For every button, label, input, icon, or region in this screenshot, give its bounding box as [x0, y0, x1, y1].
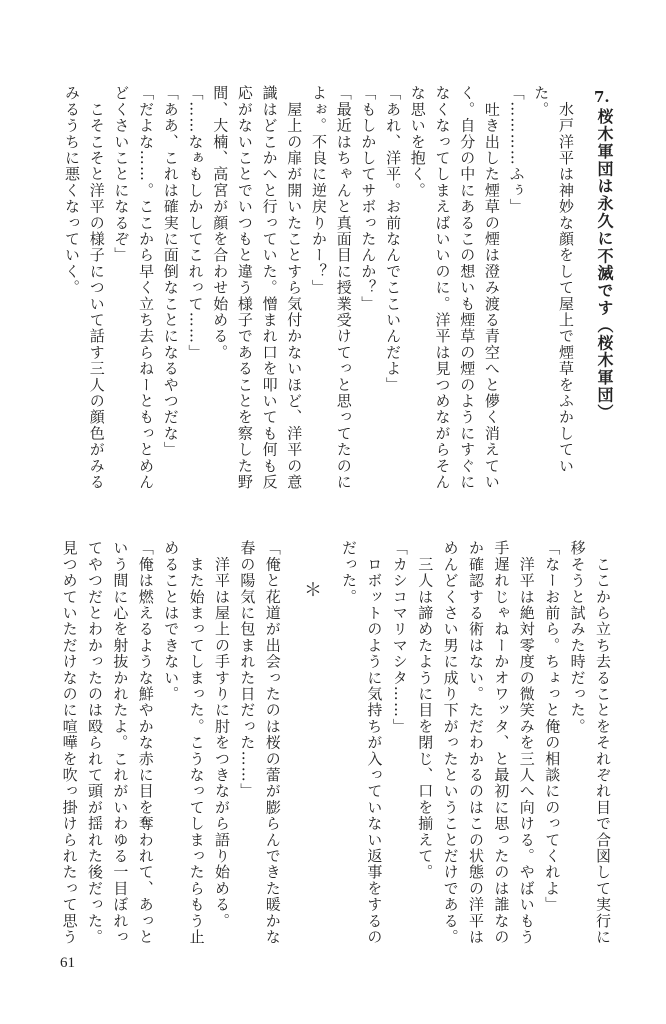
- text-column: てやつだとわかったのは殴られて頭が揺れた後だった。: [86, 540, 104, 945]
- text-column: 「なーお前ら。ちょっと俺の相談にのってくれよ」: [543, 540, 562, 913]
- text-column: 見つめていただけなのに喧嘩を吹っ掛けられたって思う: [60, 540, 79, 945]
- text-column: どくさいことになるぞ」: [112, 85, 131, 264]
- text-column: また始まってしまった。こうなってしまったらもう止: [187, 540, 206, 945]
- page-number: 61: [60, 955, 75, 971]
- text-column: 水戸洋平は神妙な顔をして屋上で煙草をふかしてい: [557, 85, 575, 474]
- text-column: 「俺と花道が出会ったのは桜の蕾が膨らんできた暖かな: [263, 540, 282, 945]
- chapter-title: 桜木軍団は永久に不滅です（桜木軍団）: [595, 108, 614, 422]
- chapter-number: 7.: [594, 88, 610, 106]
- text-column: 「俺は燃えるような鮮やかな赤に目を奪われて、あっと: [136, 540, 155, 945]
- text-column: こそこそと洋平の様子について話す三人の顔色がみる: [87, 85, 106, 490]
- text-column: ロボットのように気持ちが入っていない返事をするの: [365, 540, 384, 945]
- text-column: 応がないことでいつもと違う様子であることを察した野: [235, 85, 254, 490]
- text-column: 「ああ、これは確実に面倒なことになるやつだな」: [161, 85, 180, 458]
- text-column: た。: [532, 85, 551, 118]
- text-column: 識はどこかへと行っていた。憎まれ口を叩いても何も反: [260, 85, 279, 490]
- text-column: 手遅れじゃねーかオワッタ、と最初に思ったのは誰なの: [492, 540, 511, 945]
- text-column: 間、大楠、高宮が顔を合わせ始める。: [211, 85, 230, 361]
- text-column: 「あれ、洋平。お前なんでここいんだよ」: [384, 85, 403, 393]
- text-column: 「…………ふぅ」: [507, 85, 526, 215]
- text-column: いう間に心を射抜かれたよ。これがいわゆる一目ぼれっ: [111, 540, 130, 945]
- text-column: 「……なぁもしかしてこれって……」: [186, 85, 205, 361]
- text-column: めんどくさい男に成り下がったということだけである。: [441, 540, 460, 945]
- text-column: 吐き出した煙草の煙は澄み渡る青空へと儚く消えてい: [482, 85, 501, 490]
- text-column: 三人は諦めたように目を閉じ、口を揃えて。: [416, 540, 435, 881]
- text-column: 「もしかしてサボったんか？」: [359, 85, 378, 312]
- text-column: 移そうと試みた時だった。: [568, 540, 587, 735]
- text-column: な思いを抱く。: [408, 85, 427, 199]
- text-column: だった。: [340, 540, 358, 605]
- text-column: 洋平は絶対零度の微笑みを三人へ向ける。やばいもう: [517, 540, 536, 945]
- text-column: よぉ。不良に逆戻りかー？」: [310, 85, 328, 296]
- text-column: 春の陽気に包まれた日だった……」: [238, 540, 257, 800]
- text-column: 「最近はちゃんと真面目に授業受けてっと思ってたのに: [334, 85, 353, 490]
- text-column: 「カシコマリマシタ……」: [390, 540, 409, 735]
- scene-separator: ＊: [304, 580, 322, 601]
- text-column: か確認する術はない。ただわかるのはこの状態の洋平は: [467, 540, 485, 945]
- text-column: 洋平は屋上の手すりに肘をつきながら語り始める。: [213, 540, 231, 929]
- text-column: みるうちに悪くなっていく。: [63, 85, 81, 296]
- text-column: めることはできない。: [162, 540, 181, 702]
- text-column: ここから立ち去ることをそれぞれ目で合図して実行に: [594, 540, 612, 945]
- text-column: 屋上の扉が開いたことすら気付かないほど、洋平の意: [285, 85, 304, 490]
- text-column: なくなってしまえばいいのに。洋平は見つめながらそん: [433, 85, 452, 490]
- text-column: く。自分の中にあるこの想いも煙草の煙のようにすぐに: [458, 85, 477, 490]
- text-column: 「だよな……。ここから早く立ち去らねーともっとめん: [137, 85, 156, 490]
